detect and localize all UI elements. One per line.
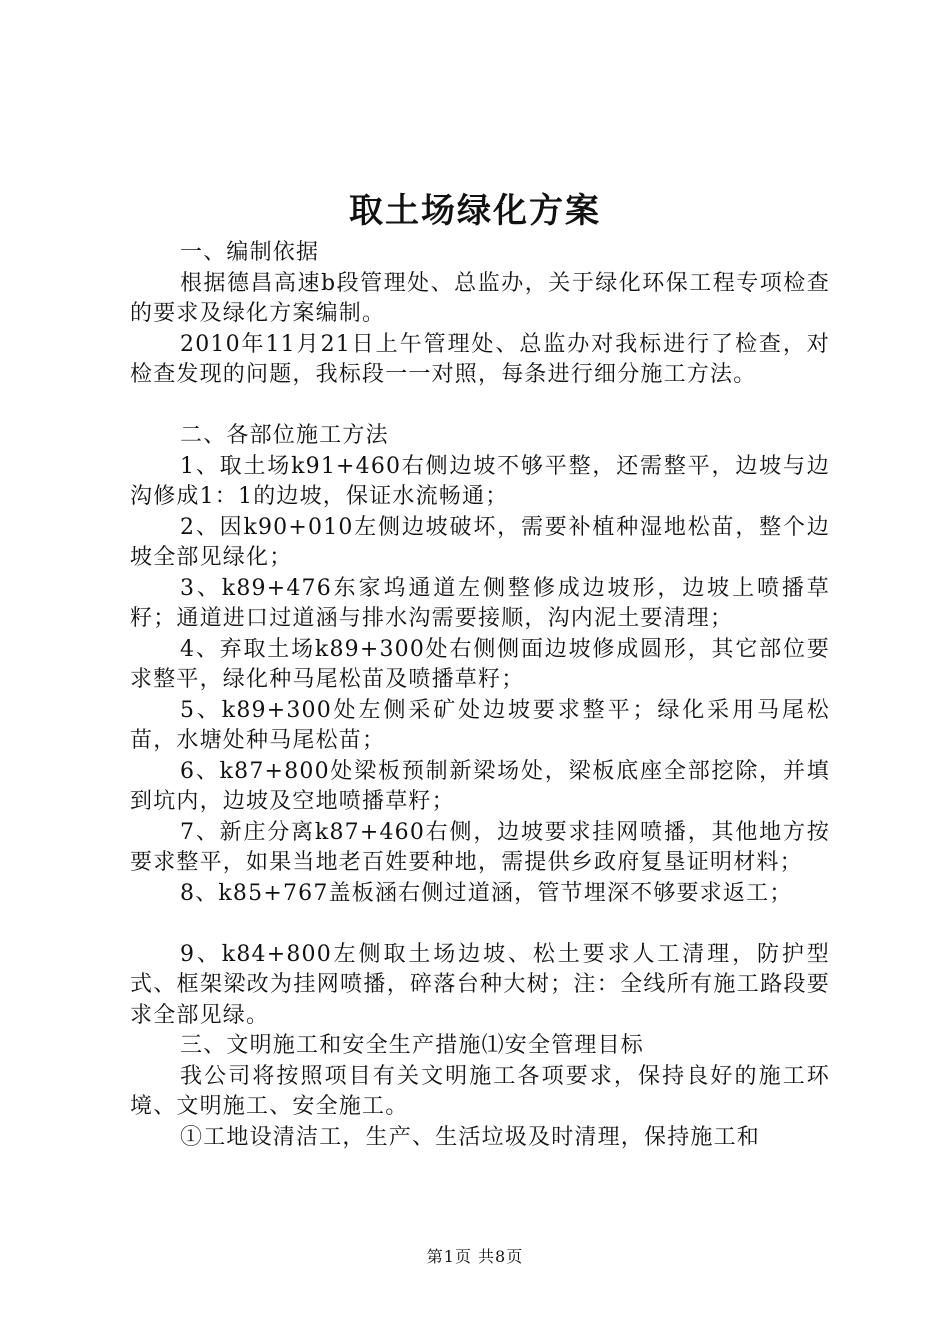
section-heading-2: 二、各部位施工方法 (180, 423, 389, 448)
section-heading-3: 三、文明施工和安全生产措施⑴安全管理目标 (180, 1033, 645, 1058)
paragraph: 根据德昌高速b段管理处、总监办，关于绿化环保工程专项检查的要求及绿化方案编制。 (130, 270, 830, 326)
list-item: 8、k85+767盖板涵右侧过道涵，管节埋深不够要求返工； (180, 880, 793, 906)
section-heading-1: 一、编制依据 (180, 240, 320, 265)
list-item: 6、k87+800处梁板预制新梁场处，梁板底座全部挖除，并填到坑内，边坡及空地喷播草籽； (130, 758, 830, 814)
paragraph: 2010年11月21日上午管理处、总监办对我标进行了检查，对检查发现的问题，我标段一一对照，每条进行细分施工方法。 (130, 331, 830, 387)
paragraph: 我公司将按照项目有关文明施工各项要求，保持良好的施工环境、文明施工、安全施工。 (130, 1063, 830, 1119)
list-item: 2、因k90+010左侧边坡破坏，需要补植种湿地松苗，整个边坡全部见绿化； (130, 514, 830, 570)
list-item: 5、k89+300处左侧采矿处边坡要求整平；绿化采用马尾松苗，水塘处种马尾松苗； (130, 697, 830, 753)
list-item: 3、k89+476东家坞通道左侧整修成边坡形，边坡上喷播草籽；通道进口过道涵与排水沟需要接顺，沟内泥土要清理； (130, 575, 830, 631)
list-item: 4、弃取土场k89+300处右侧侧面边坡修成圆形，其它部位要求整平，绿化种马尾松苗及喷播草籽； (130, 636, 830, 692)
page-footer: 第1页 共8页 (426, 1247, 524, 1266)
document-body (130, 238, 830, 1153)
list-item: 9、k84+800左侧取土场边坡、松土要求人工清理，防护型式、框架梁改为挂网喷播，碎落台种大树；注：全线所有施工路段要求全部见绿。 (130, 941, 830, 1028)
document-title: 取土场绿化方案 (349, 191, 601, 231)
paragraph: ①工地设清洁工，生产、生活垃圾及时清理，保持施工和 (180, 1124, 761, 1150)
list-item: 7、新庄分离k87+460右侧，边坡要求挂网喷播，其他地方按要求整平，如果当地老百姓要种地，需提供乡政府复垦证明材料； (130, 819, 830, 875)
list-item: 1、取土场k91+460右侧边坡不够平整，还需整平，边坡与边沟修成1：1的边坡，保证水流畅通； (130, 453, 830, 509)
